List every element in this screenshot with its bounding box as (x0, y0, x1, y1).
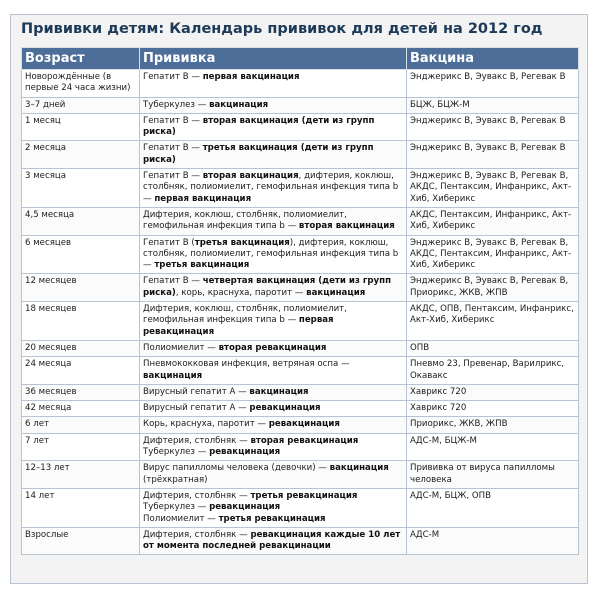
vaccination-stage: вакцинация (329, 463, 389, 474)
disease-text: Полиомиелит — (143, 513, 219, 524)
header-age: Возраст (22, 48, 140, 70)
disease-text: Туберкулез — (143, 502, 210, 513)
vaccination-stage: вакцинация (306, 287, 366, 298)
disease-text: ), дифтерия, коклюш, столбняк, полиомиелит, гемофильная инфекция типа b — (143, 237, 399, 271)
vaccination-line (143, 502, 403, 513)
vaccination-stage: вторая ревакцинация (218, 342, 327, 353)
disease-text: Гепатит В — (143, 115, 203, 126)
vaccination-cell (140, 235, 407, 274)
vaccine-cell: Энджерикс В, Эувакс В, Регевак В (407, 70, 579, 98)
disease-text: Дифтерия, столбняк — (143, 490, 251, 501)
table-row (22, 97, 579, 113)
disease-text: Гепатит В — (143, 72, 203, 82)
table-row (22, 141, 579, 169)
table-row (22, 169, 579, 208)
vaccination-line (143, 343, 403, 354)
age-cell: Новорождённые (в первые 24 часа жизни) (22, 70, 140, 98)
header-vaccine: Вакцина (407, 48, 579, 70)
vaccine-cell: Энджерикс В, Эувакс В, Регевак В, АКДС, Пентаксим, Инфанрикс, Акт-Хиб, Хиберикс (407, 235, 579, 274)
vaccine-cell: Хаврикс 720 (407, 401, 579, 417)
disease-text: Дифтерия, столбняк — (143, 435, 251, 446)
vaccine-cell: АДС-М, БЦЖ, ОПВ (407, 488, 579, 527)
vaccine-cell: Приорикс, ЖКВ, ЖПВ (407, 417, 579, 433)
vaccination-stage: вторая вакцинация (202, 171, 299, 182)
age-cell: 24 месяца (22, 357, 140, 385)
vaccination-line (143, 304, 403, 338)
disease-text: (трёхкратная) (143, 474, 208, 485)
vaccination-line (143, 403, 403, 414)
vaccine-cell: АКДС, ОПВ, Пентаксим, Инфанрикс, Акт-Хиб, Хиберикс (407, 302, 579, 341)
age-cell: 6 месяцев (22, 235, 140, 274)
table-row (22, 207, 579, 235)
disease-text: Дифтерия, коклюш, столбняк, полиомиелит, гемофильная инфекция типа b — (143, 209, 347, 232)
age-cell: 3 месяца (22, 169, 140, 208)
vaccination-cell (140, 302, 407, 341)
vaccination-cell (140, 384, 407, 400)
table-row (22, 488, 579, 527)
table-row (22, 113, 579, 141)
vaccination-stage: третья вакцинация (дети из групп риска) (143, 143, 374, 165)
age-cell: 4,5 месяца (22, 207, 140, 235)
disease-text: Туберкулез — (143, 99, 210, 110)
vaccine-cell: Прививка от вируса папилломы человека (407, 461, 579, 489)
vaccine-cell: Хаврикс 720 (407, 384, 579, 400)
vaccination-stage: третья вакцинация (154, 260, 250, 271)
vaccination-cell (140, 340, 407, 356)
vaccination-cell (140, 70, 407, 98)
vaccination-stage: вторая вакцинация (дети из групп риска) (143, 115, 375, 138)
vaccination-cell (140, 113, 407, 141)
document-frame (10, 14, 588, 584)
vaccination-stage: четвертая вакцинация (дети из групп риска) (143, 276, 392, 298)
vaccine-cell: БЦЖ, БЦЖ-М (407, 97, 579, 113)
vaccine-cell: АДС-М, БЦЖ-М (407, 433, 579, 461)
age-cell: 14 лет (22, 488, 140, 527)
disease-text: Гепатит В — (143, 276, 203, 287)
vaccination-line (143, 72, 403, 83)
vaccination-line (143, 447, 403, 458)
vaccination-line (143, 210, 403, 233)
age-cell: 12–13 лет (22, 461, 140, 489)
table-header-row (22, 48, 579, 70)
vaccination-line (143, 491, 403, 502)
vaccination-stage: ревакцинация (209, 447, 281, 458)
disease-text: Гепатит В — (143, 143, 203, 154)
vaccination-line (143, 171, 403, 205)
vaccination-line (143, 100, 403, 111)
vaccination-stage: вакцинация (209, 99, 269, 110)
vaccine-cell: Энджерикс В, Эувакс В, Регевак В, АКДС, Пентаксим, Инфанрикс, Акт-Хиб, Хиберикс (407, 169, 579, 208)
table-row (22, 527, 579, 555)
age-cell: 36 месяцев (22, 384, 140, 400)
header-vaccination: Прививка (140, 48, 407, 70)
table-row (22, 274, 579, 302)
vaccination-stage: вакцинация (249, 386, 309, 397)
disease-text: Дифтерия, столбняк — (143, 529, 251, 540)
vaccination-stage: ревакцинация (209, 502, 281, 513)
disease-text: Дифтерия, коклюш, столбняк, полиомиелит, гемофильная инфекция типа b — (143, 304, 347, 326)
vaccination-line (143, 276, 403, 299)
vaccination-cell (140, 97, 407, 113)
vaccination-stage: ревакцинация (268, 419, 340, 430)
age-cell: 1 месяц (22, 113, 140, 141)
age-cell: Взрослые (22, 527, 140, 555)
vaccine-cell: ОПВ (407, 340, 579, 356)
vaccination-line (143, 530, 403, 553)
vaccination-stage: первая вакцинация (202, 72, 300, 82)
vaccination-stage: вторая вакцинация (298, 221, 395, 232)
table-row (22, 340, 579, 356)
vaccination-calendar-table (21, 47, 579, 555)
table-row (22, 417, 579, 433)
vaccination-cell (140, 357, 407, 385)
disease-text: Туберкулез — (143, 447, 210, 458)
vaccination-stage: ревакцинация (249, 403, 321, 414)
table-row (22, 235, 579, 274)
vaccine-cell: Пневмо 23, Превенар, Варилрикс, Окавакс (407, 357, 579, 385)
age-cell: 18 месяцев (22, 302, 140, 341)
vaccination-cell (140, 169, 407, 208)
age-cell: 6 лет (22, 417, 140, 433)
vaccine-cell: АКДС, Пентаксим, Инфанрикс, Акт-Хиб, Хиберикс (407, 207, 579, 235)
disease-text: , корь, краснуха, паротит — (175, 287, 307, 298)
vaccination-line (143, 238, 403, 272)
vaccination-cell (140, 274, 407, 302)
vaccination-stage: третья ревакцинация (218, 513, 326, 524)
vaccination-stage: вторая ревакцинация (250, 435, 359, 446)
vaccination-cell (140, 461, 407, 489)
vaccination-stage: первая ревакцинация (143, 315, 334, 337)
vaccination-cell (140, 433, 407, 461)
disease-text: , дифтерия, коклюш, столбняк, полиомиелит, гемофильная инфекция типа b — (143, 171, 399, 204)
vaccination-stage: ревакцинация каждые 10 лет от момента последней ревакцинации (143, 529, 401, 552)
vaccination-line (143, 514, 403, 525)
vaccination-line (143, 419, 403, 430)
age-cell: 12 месяцев (22, 274, 140, 302)
age-cell: 42 месяца (22, 401, 140, 417)
vaccination-cell (140, 141, 407, 169)
table-row (22, 302, 579, 341)
table-row (22, 357, 579, 385)
age-cell: 7 лет (22, 433, 140, 461)
vaccination-stage: первая вакцинация (154, 193, 252, 204)
vaccination-line (143, 387, 403, 398)
vaccination-line (143, 436, 403, 447)
vaccination-cell (140, 417, 407, 433)
age-cell: 3–7 дней (22, 97, 140, 113)
vaccination-line (143, 143, 403, 166)
vaccine-cell: Энджерикс В, Эувакс В, Регевак В, Приорикс, ЖКВ, ЖПВ (407, 274, 579, 302)
vaccination-cell (140, 207, 407, 235)
vaccination-line (143, 463, 403, 486)
vaccination-stage: третья вакцинация (194, 237, 290, 248)
vaccine-cell: АДС-М (407, 527, 579, 555)
vaccination-cell (140, 401, 407, 417)
disease-text: Пневмококковая инфекция, ветряная оспа — (143, 359, 350, 370)
vaccination-line (143, 116, 403, 139)
disease-text: Гепатит В — (143, 171, 203, 182)
vaccination-stage: вакцинация (143, 370, 203, 381)
disease-text: Корь, краснуха, паротит — (143, 419, 269, 430)
table-row (22, 433, 579, 461)
vaccine-cell: Энджерикс В, Эувакс В, Регевак В (407, 113, 579, 141)
vaccination-stage: третья ревакцинация (250, 490, 358, 501)
disease-text: Вирус папилломы человека (девочки) — (143, 463, 330, 474)
age-cell: 20 месяцев (22, 340, 140, 356)
table-row (22, 401, 579, 417)
vaccination-line (143, 359, 403, 382)
page-title: Прививки детям: Календарь прививок для детей на 2012 год (21, 21, 543, 37)
disease-text: Вирусный гепатит А — (143, 386, 250, 397)
disease-text: Полиомиелит — (143, 342, 219, 353)
age-cell: 2 месяца (22, 141, 140, 169)
vaccine-cell: Энджерикс В, Эувакс В, Регевак В (407, 141, 579, 169)
table-row (22, 461, 579, 489)
disease-text: Гепатит В ( (143, 237, 195, 248)
table-row (22, 70, 579, 98)
vaccination-cell (140, 488, 407, 527)
table-row (22, 384, 579, 400)
disease-text: Вирусный гепатит А — (143, 403, 250, 414)
vaccination-cell (140, 527, 407, 555)
